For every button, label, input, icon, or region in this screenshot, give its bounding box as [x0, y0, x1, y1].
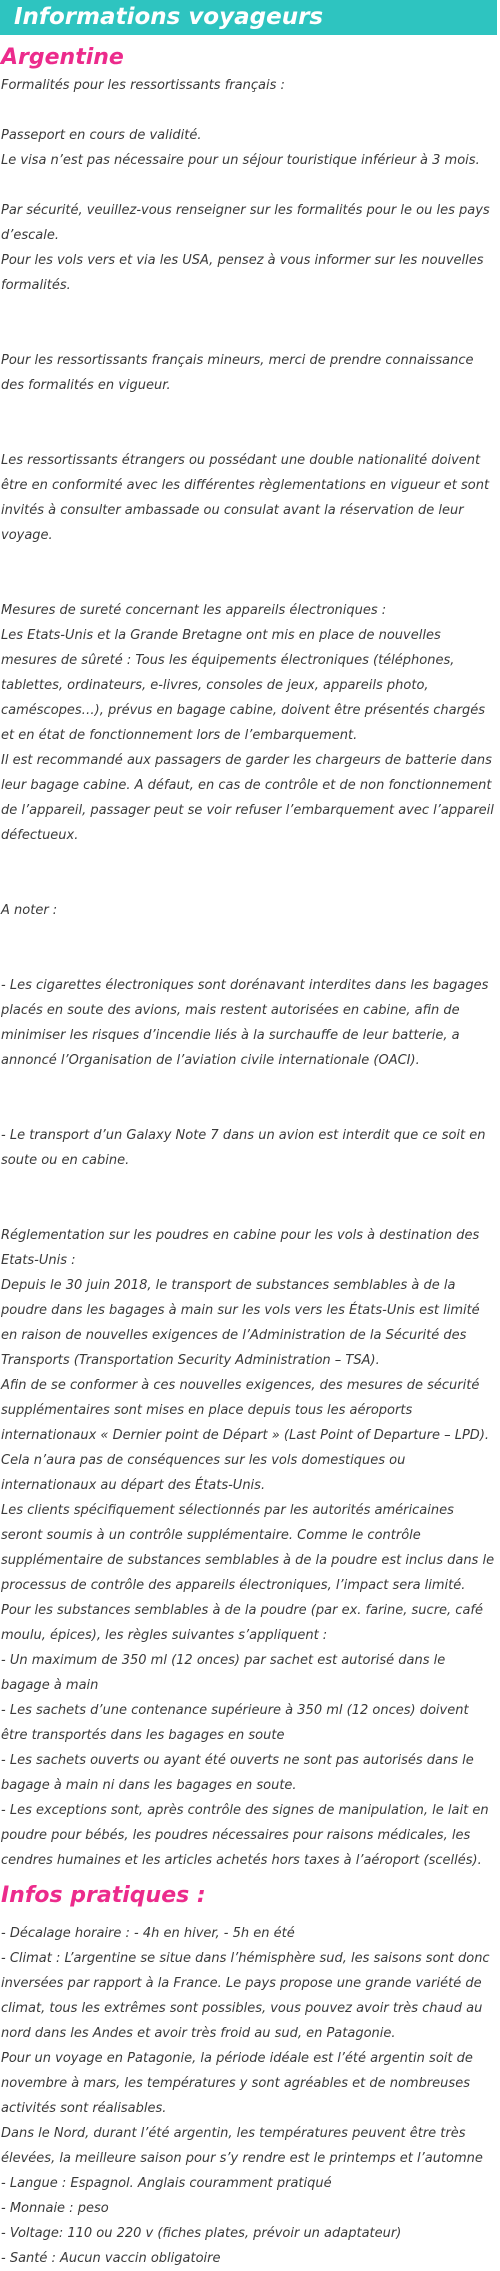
- formalites-intro: Formalités pour les ressortissants français :: [1, 78, 285, 93]
- powders-para-4: Pour les substances semblables à de la poudre (par ex. farine, sucre, café moulu, épices), les règles suivantes s’appliquent :: [1, 1603, 483, 1643]
- powders-para-2: Afin de se conformer à ces nouvelles exigences, des mesures de sécurité supplémentaires sont mises en place depuis tous les aéroports internationaux « Dernier point de Départ » (Last Point of Departure – LPD). Cela n’aura pas de conséquences sur les vols domestiques ou internationaux au départ des États-Unis.: [1, 1378, 490, 1493]
- powders-rule-1: - Un maximum de 350 ml (12 onces) par sachet est autorisé dans le bagage à main: [1, 1653, 446, 1693]
- language: - Langue : Espagnol. Anglais couramment pratiqué: [1, 2176, 332, 2191]
- powders-rule-3: - Les sachets ouverts ou ayant été ouverts ne sont pas autorisés dans le bagage à main ni dans les bagages en soute.: [1, 1753, 474, 1793]
- health: - Santé : Aucun vaccin obligatoire: [1, 2251, 221, 2266]
- note-title: A noter :: [1, 903, 58, 918]
- practical-info-content: [0, 1921, 500, 2271]
- powders-para-1: Depuis le 30 juin 2018, le transport de substances semblables à de la poudre dans les bagages à main sur les vols vers les États-Unis est limité en raison de nouvelles exigences de l’Administration de la Sécurité des Transports (Transportation Security Administration – TSA).: [1, 1278, 480, 1368]
- powders-rule-4: - Les exceptions sont, après contrôle des signes de manipulation, le lait en poudre pour bébés, les poudres nécessaires pour raisons médicales, les cendres humaines et les articles achetés hors taxes à l’aéroport (scellés).: [1, 1803, 489, 1868]
- country-heading: Argentine: [1, 45, 124, 70]
- currency: - Monnaie : peso: [1, 2201, 109, 2216]
- usa-flights-note: Pour les vols vers et via les USA, pensez à vous informer sur les nouvelles formalités.: [1, 253, 484, 293]
- travel-info-content: [0, 73, 500, 1873]
- electronics-measures: Les Etats-Unis et la Grande Bretagne ont mis en place de nouvelles mesures de sûreté : Tous les équipements électroniques (téléphones, tablettes, ordinateurs, e-livres, consoles de jeux, appareils photo, caméscopes…), prévus en bagage cabine, doivent être présentés chargés et en état de fonctionnement lors de l’embarquement.: [1, 628, 485, 743]
- time-difference: - Décalage horaire : - 4h en hiver, - 5h en été: [1, 1926, 295, 1941]
- north-season: Dans le Nord, durant l’été argentin, les températures peuvent être très élevées, la meilleure saison pour s’y rendre est le printemps et l’automne: [1, 2126, 483, 2166]
- e-cigarettes-note: - Les cigarettes électroniques sont dorénavant interdites dans les bagages placés en soute des avions, mais restent autorisées en cabine, afin de minimiser les risques d’incendie liés à la surchauffe de leur batterie, a annoncé l’Organisation de l’aviation civile internationale (OACI).: [1, 978, 489, 1068]
- visa-requirement: Le visa n’est pas nécessaire pour un séjour touristique inférieur à 3 mois.: [1, 153, 480, 168]
- minors-note: Pour les ressortissants français mineurs, merci de prendre connaissance des formalités en vigueur.: [1, 353, 474, 393]
- foreigners-note: Les ressortissants étrangers ou possédant une double nationalité doivent être en conformité avec les différentes règlementations en vigueur et sont invités à consulter ambassade ou consulat avant la réservation de leur voyage.: [1, 453, 490, 543]
- page-banner-title: Informations voyageurs: [0, 0, 497, 35]
- stopover-security-note: Par sécurité, veuillez-vous renseigner sur les formalités pour le ou les pays d’escale.: [1, 203, 490, 243]
- passport-requirement: Passeport en cours de validité.: [1, 128, 202, 143]
- electronics-chargers: Il est recommandé aux passagers de garder les chargeurs de batterie dans leur bagage cabine. A défaut, en cas de contrôle et de non fonctionnement de l’appareil, passager peut se voir refuser l’embarquement avec l’appareil défectueux.: [1, 753, 494, 843]
- powders-para-3: Les clients spécifiquement sélectionnés par les autorités américaines seront soumis à un contrôle supplémentaire. Comme le contrôle supplémentaire de substances semblables à de la poudre est inclus dans le processus de contrôle des appareils électroniques, l’impact sera limité.: [1, 1503, 495, 1593]
- galaxy-note7-note: - Le transport d’un Galaxy Note 7 dans un avion est interdit que ce soit en soute ou en cabine.: [1, 1128, 486, 1168]
- electronics-title: Mesures de sureté concernant les appareils électroniques :: [1, 603, 387, 618]
- climate: - Climat : L’argentine se situe dans l’hémisphère sud, les saisons sont donc inversées par rapport à la France. Le pays propose une grande variété de climat, tous les extrêmes sont possibles, vous pouvez avoir très chaud au nord dans les Andes et avoir très froid au sud, en Patagonie.: [1, 1951, 490, 2041]
- powders-title: Réglementation sur les poudres en cabine pour les vols à destination des Etats-Unis :: [1, 1228, 480, 1268]
- practical-info-heading: Infos pratiques :: [1, 1883, 206, 1908]
- patagonia-season: Pour un voyage en Patagonie, la période idéale est l’été argentin soit de novembre à mars, les températures y sont agréables et de nombreuses activités sont réalisables.: [1, 2051, 473, 2116]
- voltage: - Voltage: 110 ou 220 v (fiches plates, prévoir un adaptateur): [1, 2226, 402, 2241]
- powders-rule-2: - Les sachets d’une contenance supérieure à 350 ml (12 onces) doivent être transportés dans les bagages en soute: [1, 1703, 469, 1743]
